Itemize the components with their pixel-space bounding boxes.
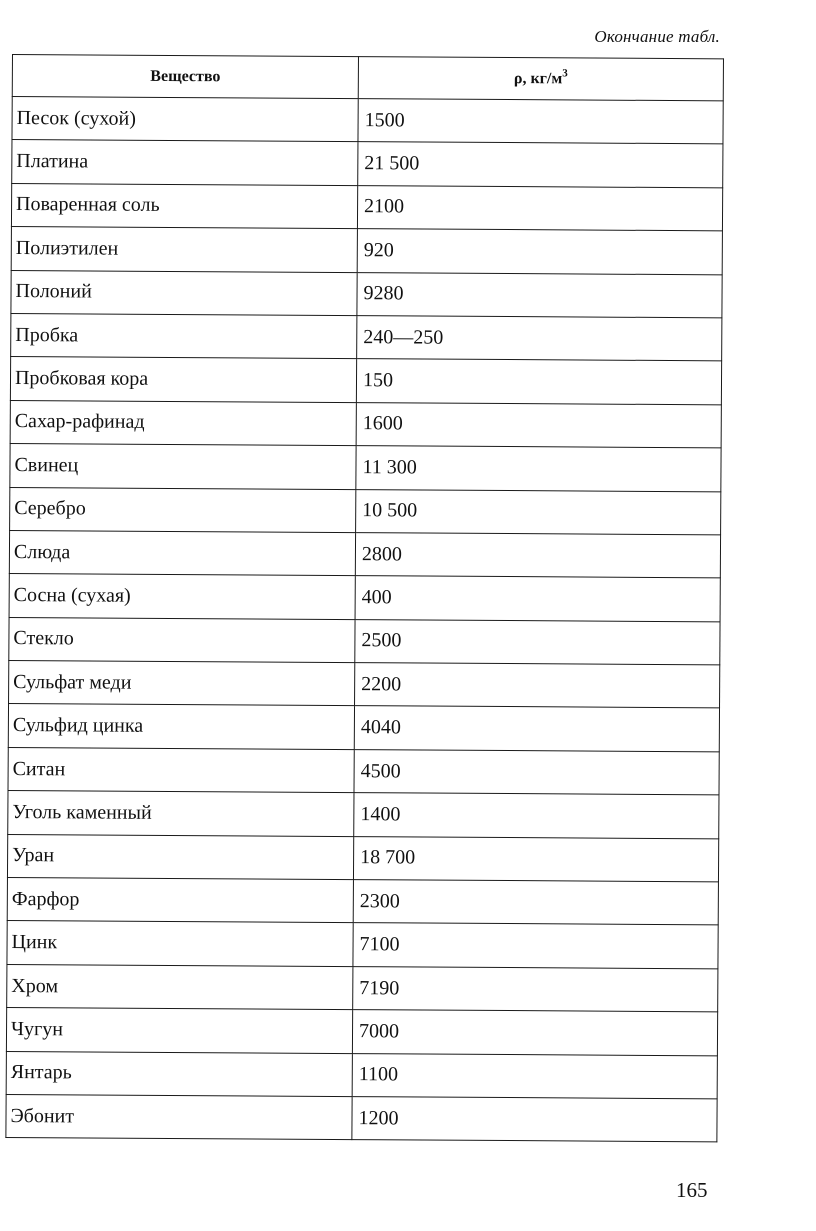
- density-cell: 240—250: [357, 316, 722, 362]
- density-cell: 920: [357, 229, 722, 275]
- table-body: [6, 97, 723, 1143]
- density-cell: 150: [356, 359, 721, 405]
- substance-cell: Серебро: [10, 487, 356, 533]
- density-cell: 9280: [357, 272, 722, 318]
- table-row: [9, 617, 720, 665]
- substance-cell: Эбонит: [6, 1094, 352, 1140]
- density-cell: 1100: [352, 1053, 717, 1099]
- table-row: [9, 574, 720, 622]
- density-cell: 1400: [354, 793, 719, 839]
- table-row: [9, 661, 720, 709]
- table-row: [11, 183, 722, 231]
- density-cell: 2100: [357, 185, 722, 231]
- substance-cell: Цинк: [7, 921, 353, 967]
- substance-cell: Пробка: [11, 313, 357, 359]
- substance-cell: Уран: [7, 834, 353, 880]
- substance-cell: Песок (сухой): [12, 97, 358, 143]
- substance-cell: Фарфор: [7, 878, 353, 924]
- table-row: [7, 878, 718, 926]
- density-cell: 2200: [355, 663, 720, 709]
- table-row: [7, 964, 718, 1012]
- density-header-exponent: 3: [562, 66, 568, 79]
- table-header-row: [12, 55, 723, 101]
- density-cell: 2300: [353, 880, 718, 926]
- density-cell: 11 300: [356, 446, 721, 492]
- substance-cell: Пробковая кора: [10, 357, 356, 403]
- substance-cell: Сосна (сухая): [9, 574, 355, 620]
- density-cell: 1200: [352, 1097, 717, 1143]
- substance-cell: Чугун: [6, 1008, 352, 1054]
- table-row: [10, 487, 721, 535]
- density-cell: 1600: [356, 402, 721, 448]
- substance-cell: Уголь каменный: [8, 791, 354, 837]
- page-number: 165: [676, 1178, 708, 1202]
- substance-cell: Янтарь: [6, 1051, 352, 1097]
- density-cell: 400: [355, 576, 720, 622]
- density-cell: 10 500: [356, 489, 721, 535]
- substance-cell: Сульфид цинка: [8, 704, 354, 750]
- density-table: [5, 54, 724, 1143]
- table-row: [11, 313, 722, 361]
- density-column-header: [358, 57, 723, 101]
- density-cell: 7100: [353, 923, 718, 969]
- density-cell: 7190: [353, 966, 718, 1012]
- substance-cell: Стекло: [9, 617, 355, 663]
- table-row: [7, 834, 718, 882]
- substance-cell: Сульфат меди: [9, 661, 355, 707]
- density-cell: 18 700: [353, 836, 718, 882]
- table-row: [8, 747, 719, 795]
- density-cell: 4500: [354, 749, 719, 795]
- table-row: [11, 227, 722, 275]
- table-row: [12, 140, 723, 188]
- substance-cell: Полоний: [11, 270, 357, 316]
- table-row: [10, 400, 721, 448]
- density-cell: 1500: [358, 99, 723, 145]
- table-row: [10, 444, 721, 492]
- substance-cell: Слюда: [9, 530, 355, 576]
- table-row: [9, 530, 720, 578]
- density-cell: 21 500: [358, 142, 723, 188]
- density-cell: 7000: [352, 1010, 717, 1056]
- table-row: [8, 704, 719, 752]
- density-cell: 4040: [354, 706, 719, 752]
- substance-cell: Ситан: [8, 747, 354, 793]
- table-row: [12, 97, 723, 145]
- substance-cell: Платина: [12, 140, 358, 186]
- table-row: [11, 270, 722, 318]
- substance-cell: Свинец: [10, 444, 356, 490]
- density-header-label: ρ, кг/м: [513, 69, 563, 87]
- table-row: [7, 921, 718, 969]
- substance-cell: Хром: [7, 964, 353, 1010]
- substance-column-header: Вещество: [12, 55, 358, 99]
- substance-cell: Сахар-рафинад: [10, 400, 356, 446]
- density-cell: 2500: [355, 619, 720, 665]
- table-row: [8, 791, 719, 839]
- table-row: [6, 1094, 717, 1142]
- table-row: [10, 357, 721, 405]
- substance-cell: Поваренная соль: [11, 183, 357, 229]
- table-row: [6, 1008, 717, 1056]
- table-row: [6, 1051, 717, 1099]
- substance-cell: Полиэтилен: [11, 227, 357, 273]
- table-continuation-caption: Окончание табл.: [594, 27, 720, 46]
- density-cell: 2800: [355, 533, 720, 579]
